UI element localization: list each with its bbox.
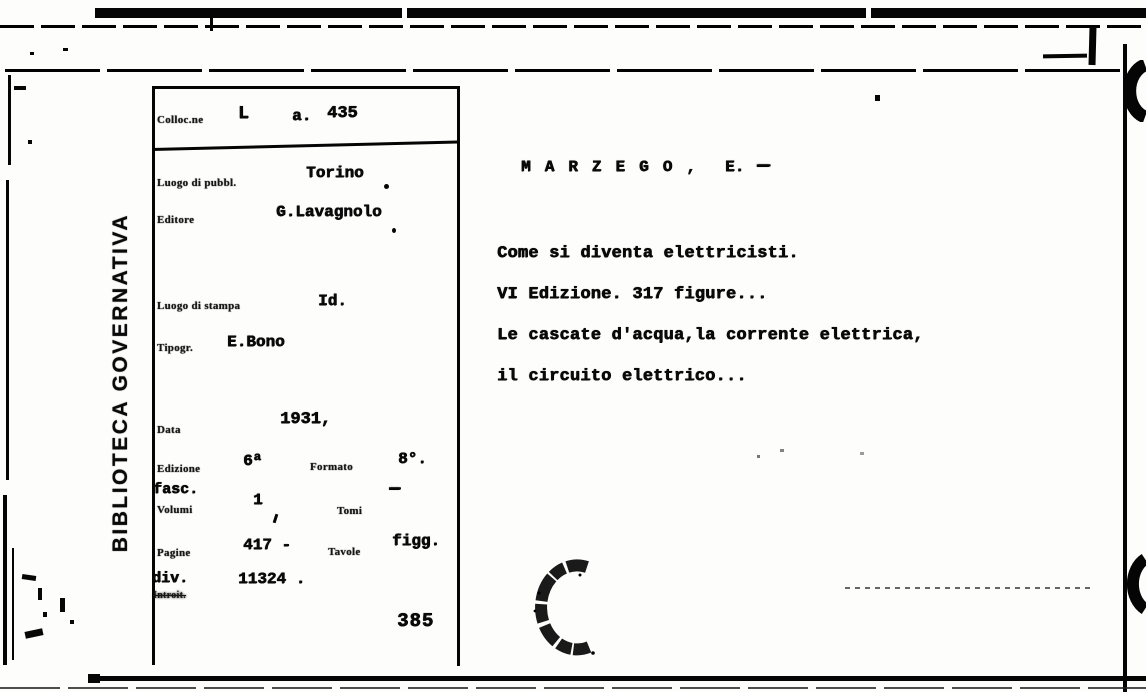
luogo-stampa-label: Luogo di stampa (157, 300, 241, 312)
form-box-right-line (457, 86, 460, 666)
ink-tick (273, 514, 279, 523)
card-left-border-segment (6, 180, 9, 480)
tipografo-label: Tipogr. (157, 342, 194, 354)
handwritten-page-number (1089, 27, 1097, 65)
card-left-border-segment (3, 495, 7, 665)
volumi-value: 1 (253, 491, 263, 509)
luogo-stampa-value: Id. (318, 292, 347, 310)
edge-stamp-fragment (1124, 552, 1146, 616)
ink-speck (88, 674, 100, 683)
form-box-top-line (152, 86, 460, 89)
divisione-typed-label: div. (152, 570, 189, 587)
library-stamp (98, 188, 144, 578)
entry-contents-line: il circuito elettrico... (497, 367, 747, 386)
formato-value: 8°. (398, 450, 427, 468)
tavole-label: Tavole (328, 546, 361, 558)
editore-value: G.Lavagnolo (276, 203, 382, 221)
ink-speck (38, 588, 42, 600)
ink-speck (14, 86, 26, 90)
entry-author-name: MARZEGO, (521, 158, 710, 176)
pagine-value: 417 - (243, 536, 292, 554)
library-stamp-label: BIBLIOTECA GOVERNATIVA (109, 213, 132, 553)
tomi-label: Tomi (337, 505, 363, 517)
tomi-value: - (383, 479, 406, 499)
introit-printed-label: Introit. (153, 590, 187, 601)
edizione-label: Edizione (157, 463, 201, 475)
ink-speck (757, 455, 760, 458)
ink-dot (384, 184, 389, 189)
edizione-value: 6ª (243, 452, 263, 470)
crescent-stamp-mark (523, 553, 608, 663)
ink-speck (43, 612, 47, 617)
ink-speck (875, 95, 880, 101)
ink-speck (30, 52, 34, 55)
editore-label: Editore (157, 214, 195, 226)
colloc-value-series: a. (292, 107, 312, 125)
top-border-notch (866, 8, 871, 18)
ink-speck (63, 48, 68, 51)
card-bottom-border (90, 676, 1146, 681)
dotted-guide-line (845, 587, 1091, 589)
fascicoli-typed-label: fasc. (153, 481, 199, 498)
form-box-divider-line (152, 141, 458, 151)
volumi-label: Volumi (157, 504, 193, 516)
data-value: 1931, (280, 410, 332, 429)
entry-edition-line: VI Edizione. 317 figure... (497, 285, 768, 304)
entry-contents-line: Le cascate d'acqua,la corrente elettrica, (497, 326, 924, 345)
entry-title-line: Come si diventa elettricisti. (497, 244, 799, 263)
ink-speck (860, 452, 864, 455)
tavole-value: figg. (392, 532, 441, 550)
card-left-border-segment (8, 75, 11, 165)
ink-speck (28, 140, 32, 144)
colloc-value-letter: L (238, 104, 249, 124)
card-left-border-segment (12, 548, 14, 660)
ink-dot (392, 228, 396, 233)
edge-stamp-fragment (1124, 60, 1146, 122)
ink-speck (780, 449, 784, 452)
entry-author-dash: - (750, 156, 776, 176)
handwritten-dash (1043, 54, 1087, 59)
ink-speck (70, 620, 74, 624)
top-border-dashed-line (0, 25, 1146, 28)
pagine-label: Pagine (157, 547, 191, 559)
ink-speck (60, 598, 65, 612)
tipografo-value: E.Bono (227, 333, 285, 351)
formato-label: Formato (310, 461, 354, 473)
entry-author-initial: E. (725, 158, 745, 176)
colloc-value-number: 435 (327, 104, 358, 123)
card-top-border (5, 69, 1126, 72)
data-label: Data (157, 424, 181, 436)
luogo-pubbl-value: Torino (306, 164, 364, 182)
colloc-label: Colloc.ne (157, 114, 204, 126)
ink-speck (24, 628, 43, 639)
footer-number: 385 (397, 610, 435, 632)
top-tick-mark (210, 15, 213, 31)
top-border-bar (95, 8, 1146, 18)
ink-speck (22, 574, 37, 581)
luogo-pubbl-label: Luogo di pubbl. (157, 177, 237, 189)
divisione-value: 11324 . (238, 570, 306, 588)
card-bottom-faint-line (0, 687, 1146, 689)
top-border-notch (402, 8, 407, 18)
